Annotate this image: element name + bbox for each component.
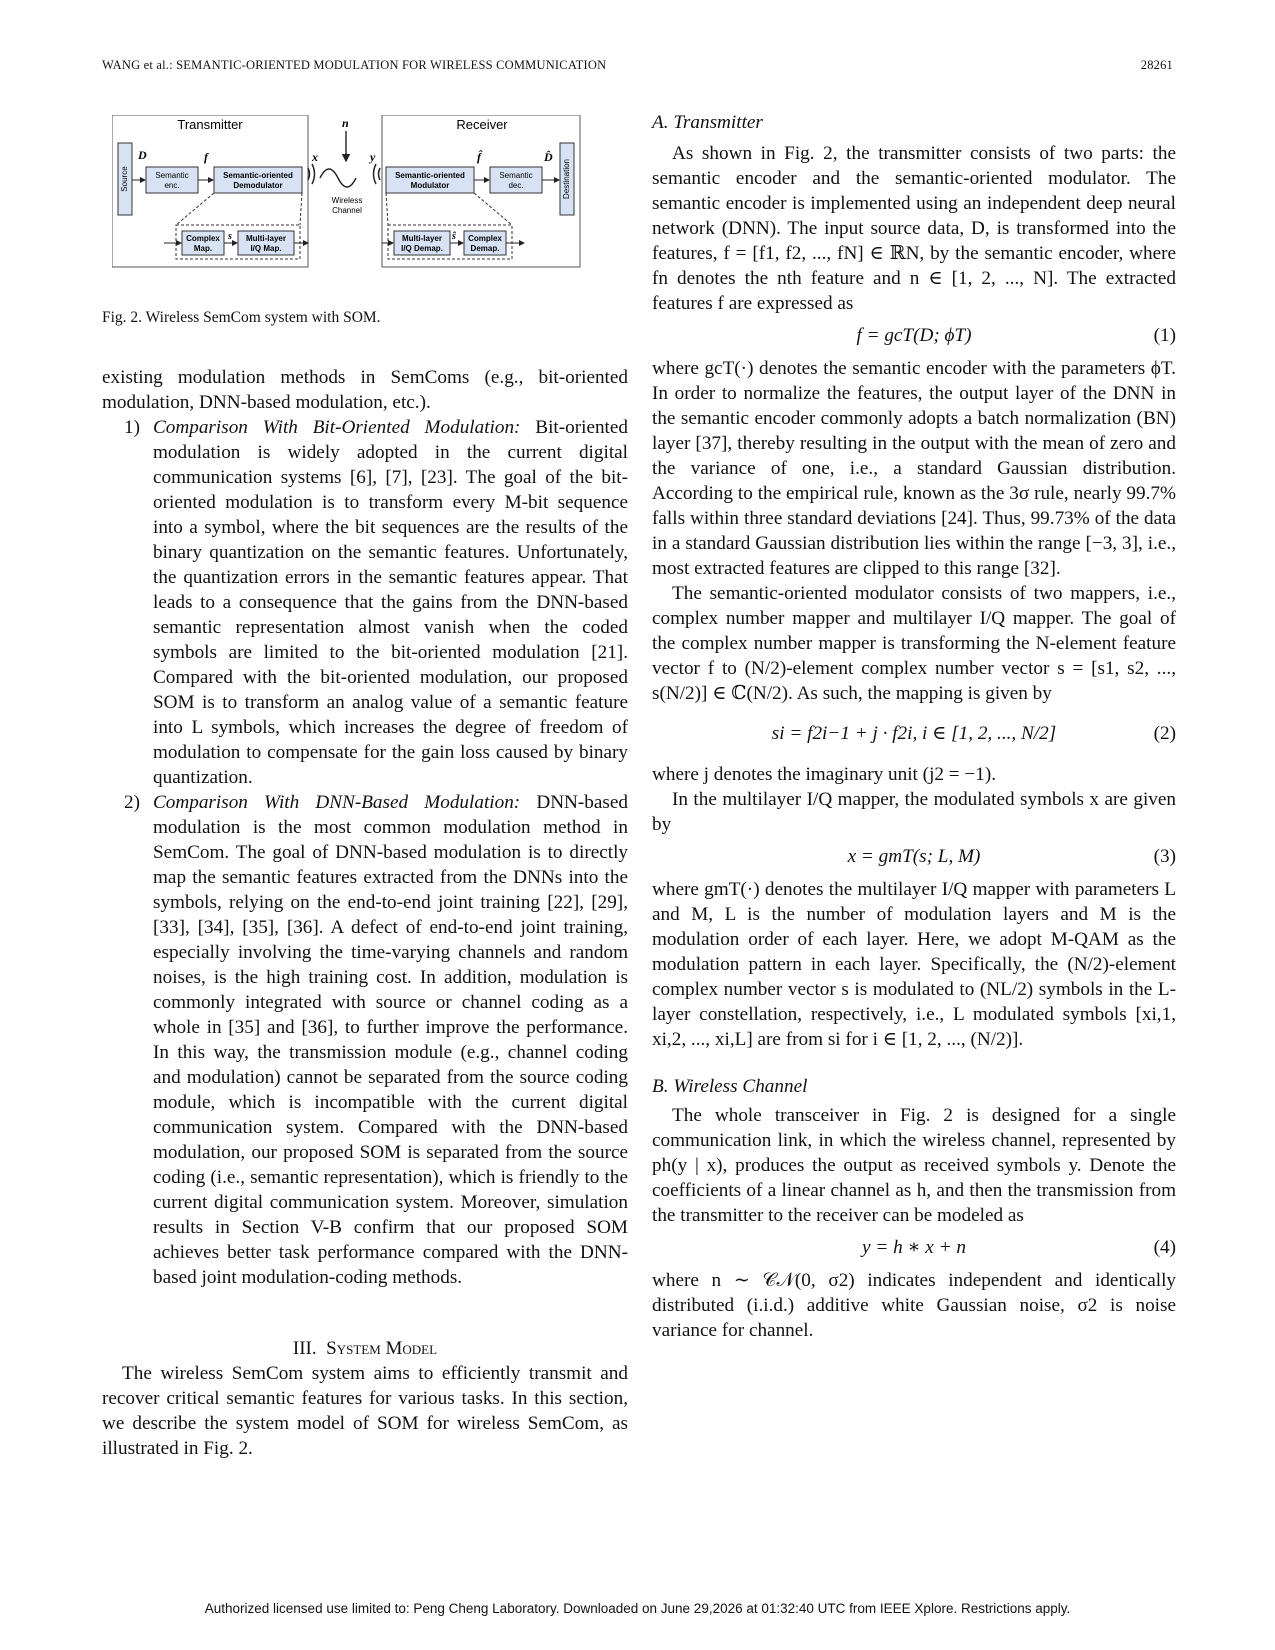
source-label: Source (120, 166, 130, 192)
complex-demap-line2: Demap. (470, 244, 500, 253)
list-item (102, 790, 628, 1290)
iq-demap-line1: Multi-layer (401, 234, 443, 243)
channel-line1: Wireless (331, 196, 363, 205)
sem-enc-line2: enc. (164, 181, 180, 190)
iq-demap-line2: I/Q Demap. (401, 244, 443, 253)
symbol-D: D (138, 148, 147, 162)
footer-notice: Authorized licensed use limited to: Peng Cheng Laboratory. Downloaded on June 29,2026 at 01:32:40 UTC from IEEE Xplore. Restrictions apply. (204, 1601, 1071, 1616)
symbol-Dhat: D̂ (544, 150, 553, 164)
iq-map-line1: Multi-layer (245, 234, 287, 243)
tx-block-line2: Demodulator (233, 181, 283, 190)
sem-dec-line2: dec. (508, 181, 524, 190)
left-column (102, 365, 628, 1461)
paragraph: The whole transceiver in Fig. 2 is designed for a single communication link, in which the wireless channel, represented by ph(y | x), produces the output as received symbols y. Denote the coefficients of a linear channel as h, and then the transmission from the transmitter to the receiver can be modeled as (652, 1105, 1176, 1226)
sem-enc-line1: Semantic (155, 171, 189, 180)
tx-block-line1: Semantic-oriented (223, 171, 293, 180)
symbol-shat: ŝ (452, 231, 456, 242)
intro-paragraph: existing modulation methods in SemComs (e.g., bit-oriented modulation, DNN-based modulation, etc.). (102, 367, 628, 413)
list-item-body: DNN-based modulation is the most common modulation method in SemCom. The goal of DNN-based modulation is to directly map the semantic features extracted from the DNNs into the symbols, relying on the end-to-end joint training [22], [29], [33], [34], [35], [36]. A defect of end-to-end joint training, especially involving the time-varying channels and random noises, is the high training cost. In addition, modulation is commonly integrated with source or channel coding as a whole in [35] and [36], to further improve the performance. In this way, the transmission module (e.g., channel coding and modulation) cannot be separated from the source coding module, which is incompatible with the current digital communication system. Compared with the DNN-based modulation, our proposed SOM is separated from the source coding (i.e., semantic representation), which is friendly to the current digital communication system. Moreover, simulation results in Section V-B confirm that our proposed SOM achieves better task performance compared with the DNN-based joint modulation-coding methods. (153, 792, 628, 1288)
sem-dec-line1: Semantic (499, 171, 533, 180)
rx-block-line1: Semantic-oriented (395, 171, 465, 180)
list-item-number: 2) (124, 792, 140, 813)
equation-1: f = gcT(D; ϕT) (1) (856, 325, 1176, 346)
right-column (652, 110, 1176, 1343)
running-header: WANG et al.: SEMANTIC-ORIENTED MODULATION FOR WIRELESS COMMUNICATION (102, 58, 607, 72)
iq-map-line2: I/Q Map. (250, 244, 282, 253)
paragraph: where gcT(·) denotes the semantic encoder with the parameters ϕT. In order to normalize the features, the output layer of the DNN in the semantic encoder commonly adopts a batch normalization (BN) layer [37], thereby resulting in the output with the mean of zero and the variance of one, i.e., a standard Gaussian distribution. According to the empirical rule, known as the 3σ rule, nearly 99.7% falls within three standard deviations [24]. Thus, 99.73% of the data in a standard Gaussian distribution lies within the range [−3, 3], i.e., most extracted features are clipped to this range [32]. (652, 358, 1176, 579)
section-heading: III. System Model (292, 1338, 438, 1359)
equation-3: x = gmT(s; L, M) (3) (847, 846, 1176, 867)
symbol-x: x (312, 150, 318, 164)
complex-map-line1: Complex (186, 234, 220, 243)
system-diagram (112, 115, 584, 270)
transmitter-label: Transmitter (177, 117, 243, 132)
paragraph: where gmT(·) denotes the multilayer I/Q mapper with parameters L and M, L is the number of modulation layers and M is the modulation order of each layer. Here, we adopt M-QAM as the modulation pattern in each layer. Specifically, the (N/2)-element complex number vector s is modulated to (NL/2) symbols in the L-layer constellation, respectively, i.e., L modulated symbols [xi,1, xi,2, ..., xi,L] are from si for i ∈ [1, 2, ..., (N/2)]. (652, 879, 1176, 1050)
symbol-fhat: f̂ (477, 150, 481, 164)
figure-caption: Fig. 2. Wireless SemCom system with SOM. (102, 309, 381, 326)
destination-label: Destination (562, 158, 572, 200)
rx-block-line2: Modulator (410, 181, 450, 190)
paragraph: As shown in Fig. 2, the transmitter consists of two parts: the semantic encoder and the semantic-oriented modulator. The semantic encoder is implemented using an independent deep neural network (DNN). The input source data, D, is transformed into the features, f = [f1, f2, ..., fN] ∈ ℝN, by the semantic encoder, where fn denotes the nth feature and n ∈ [1, 2, ..., N]. The extracted features f are expressed as (652, 143, 1176, 314)
subsection-a-heading: A. Transmitter (652, 112, 763, 133)
subsection-b-heading: B. Wireless Channel (652, 1076, 808, 1097)
paragraph: In the multilayer I/Q mapper, the modulated symbols x are given by (652, 789, 1176, 835)
comparison-list (102, 415, 628, 1290)
paragraph: The semantic-oriented modulator consists of two mappers, i.e., complex number mapper and multilayer I/Q mapper. The goal of the complex number mapper is transforming the N-element feature vector f to (N/2)-element complex number vector s = [s1, s2, ..., s(N/2)] ∈ ℂ(N/2). As such, the mapping is given by (652, 583, 1176, 704)
list-item (102, 415, 628, 790)
symbol-s: s (228, 231, 232, 242)
page-number: 28261 (1140, 58, 1173, 72)
list-item-title: Comparison With Bit-Oriented Modulation: (153, 417, 521, 438)
equation-4: y = h ∗ x + n (4) (862, 1237, 1176, 1258)
symbol-y: y (370, 150, 376, 164)
paragraph: where j denotes the imaginary unit (j2 = −1). (652, 764, 997, 785)
receiver-label: Receiver (456, 117, 508, 132)
list-item-number: 1) (124, 417, 140, 438)
symbol-n: n (342, 116, 349, 130)
section-paragraph: The wireless SemCom system aims to efficiently transmit and recover critical semantic features for various tasks. In this section, we describe the system model of SOM for wireless SemCom, as illustrated in Fig. 2. (102, 1363, 628, 1459)
channel-line2: Channel (332, 206, 362, 215)
symbol-f: f (204, 150, 208, 164)
paragraph: where n ∼ 𝒞𝒩(0, σ2) indicates independent and identically distributed (i.i.d.) additive white Gaussian noise, σ2 is noise variance for channel. (652, 1270, 1176, 1341)
list-item-title: Comparison With DNN-Based Modulation: (153, 792, 521, 813)
list-item-body: Bit-oriented modulation is widely adopted in the current digital communication systems [6], [7], [23]. The goal of the bit-oriented modulation is to transform every M-bit sequence into a symbol, where the bit sequences are the results of the binary quantization on the semantic features. Unfortunately, the quantization errors in the semantic features appear. That leads to a consequence that the gains from the DNN-based semantic representation almost vanish when the coded symbols are limited to the bit-oriented modulation [21]. Compared with the bit-oriented modulation, our proposed SOM is to transform an analog value of a semantic feature into L symbols, which increases the degree of freedom of modulation to compensate for the gain loss caused by binary quantization. (153, 417, 628, 788)
channel-wave (320, 169, 356, 187)
complex-map-line2: Map. (193, 244, 213, 253)
complex-demap-line1: Complex (468, 234, 502, 243)
equation-2: si = f2i−1 + j · f2i, i ∈ [1, 2, ..., N/2] (2) (771, 723, 1176, 744)
